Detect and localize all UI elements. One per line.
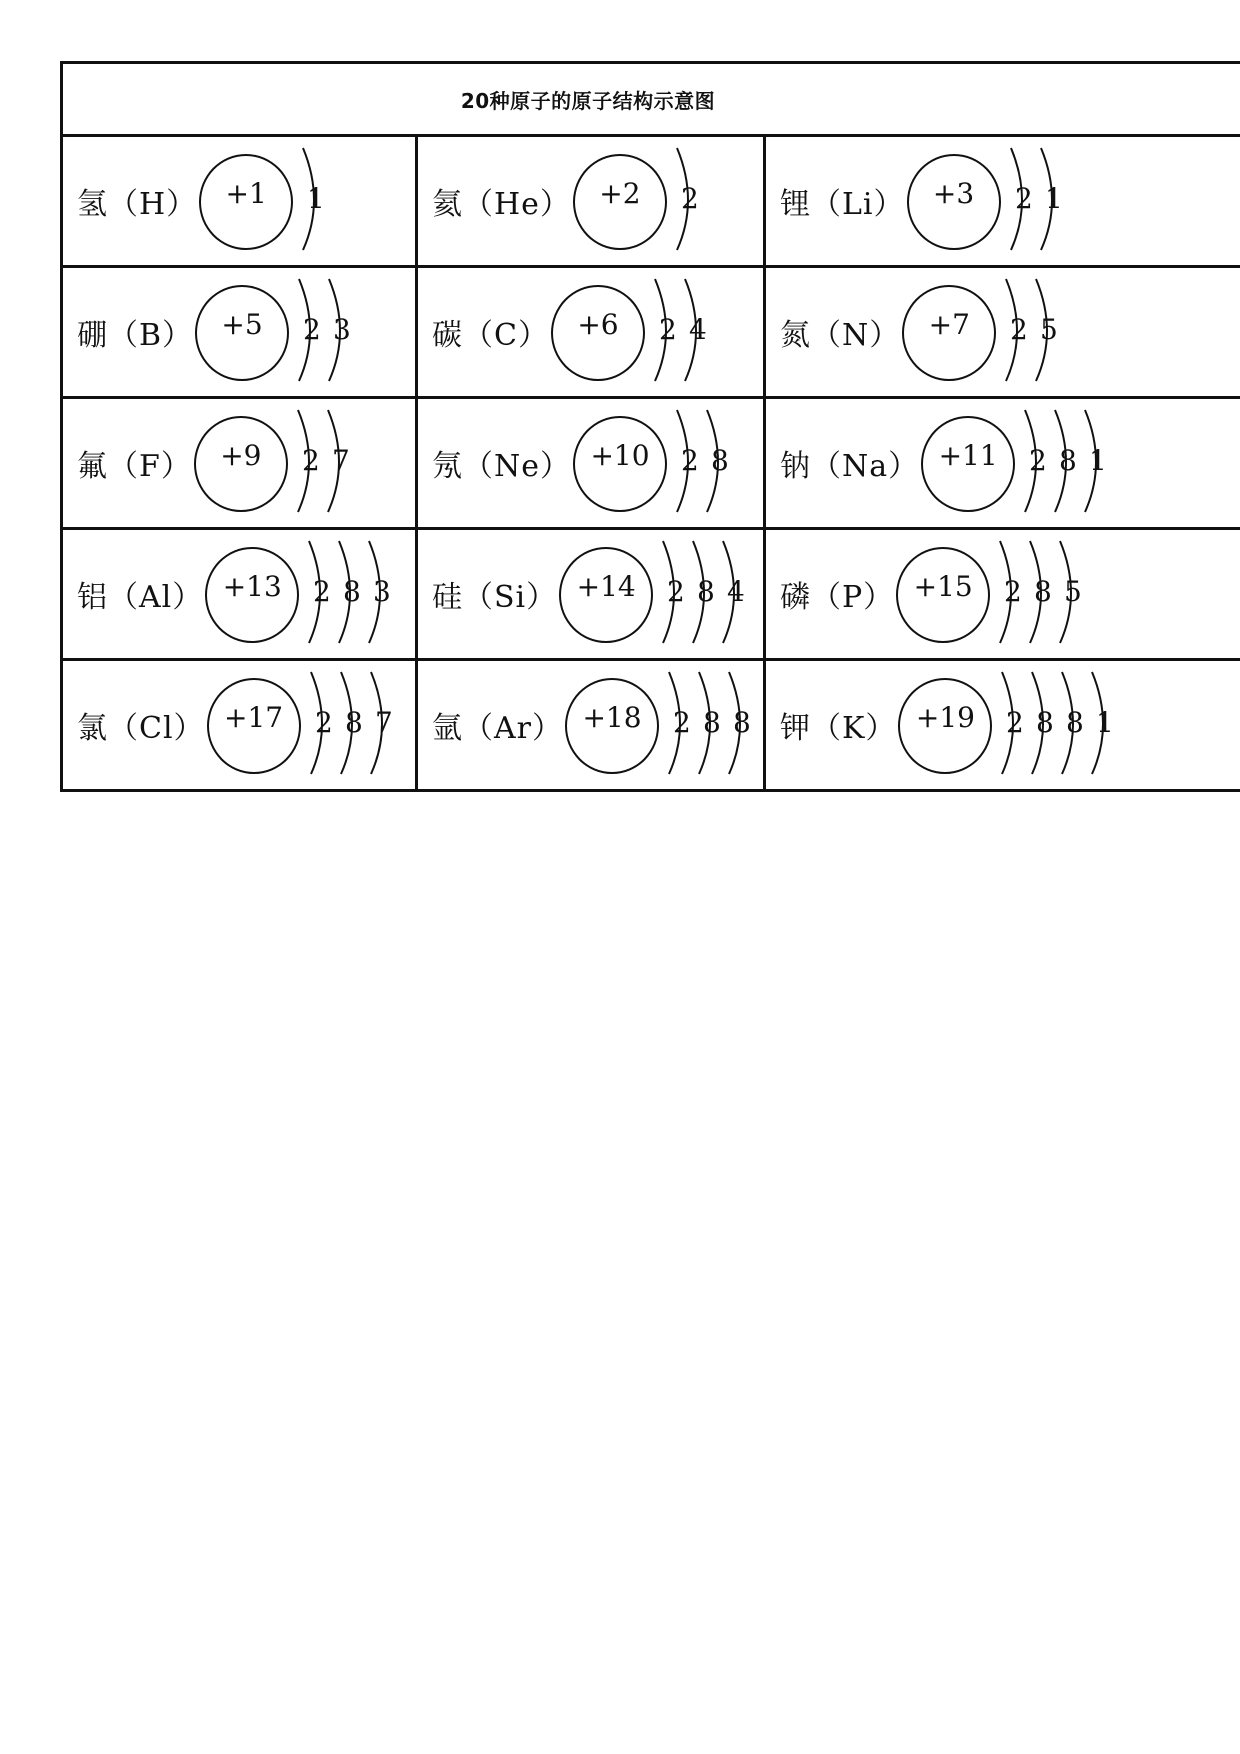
atom-cell-content (418, 137, 763, 265)
element-label: 氮（N） (780, 318, 901, 353)
element-label: 氟（F） (77, 449, 192, 484)
atom-diagram (907, 146, 1127, 256)
atom-cell (62, 136, 417, 267)
electron-count: 1 (307, 182, 325, 215)
electron-count: 8 (697, 575, 715, 608)
atom-cell (417, 136, 765, 267)
electron-count: 8 (711, 444, 729, 477)
atom-diagram (195, 277, 415, 387)
atom-rows (62, 136, 1240, 791)
atom-cell-content (63, 399, 415, 527)
atom-cell-content (418, 530, 763, 658)
atom-cell-content (63, 137, 415, 265)
atom-cell-content (766, 399, 1240, 527)
atom-cell-content (418, 399, 763, 527)
nuclear-charge: +3 (932, 177, 975, 210)
atom-cell-content (63, 530, 415, 658)
element-label: 氦（He） (432, 187, 571, 222)
electron-count: 1 (1089, 444, 1107, 477)
element-label: 硅（Si） (432, 580, 558, 615)
atom-diagram (199, 146, 415, 256)
electron-count: 7 (331, 444, 350, 477)
electron-shells (645, 277, 771, 387)
electron-shells (653, 539, 779, 649)
atom-row (62, 398, 1240, 529)
atom-diagram (898, 670, 1118, 780)
atom-diagram (573, 408, 763, 518)
electron-shells (293, 146, 419, 256)
atom-row (62, 660, 1240, 791)
atom-structure-table (60, 61, 1240, 792)
electron-count: 2 (1010, 313, 1029, 346)
atom-cell (417, 267, 765, 398)
electron-shells (990, 539, 1116, 649)
nuclear-charge: +7 (928, 308, 970, 341)
nuclear-charge: +11 (938, 439, 998, 472)
nuclear-charge: +17 (224, 701, 284, 734)
atom-diagram (921, 408, 1141, 518)
electron-count: 7 (374, 706, 393, 739)
electron-count: 2 (1006, 706, 1025, 739)
atom-diagram (896, 539, 1116, 649)
electron-count: 2 (1029, 444, 1047, 477)
atom-cell-content (766, 268, 1240, 396)
electron-count: 2 (301, 444, 320, 477)
atom-row (62, 267, 1240, 398)
atom-cell (765, 660, 1240, 791)
table-title: 20种原子的原子结构示意图 (460, 88, 716, 113)
atom-cell (765, 267, 1240, 398)
electron-shells (1015, 408, 1141, 518)
atom-diagram (559, 539, 763, 649)
electron-count: 1 (1044, 182, 1063, 215)
element-label: 铝（Al） (77, 580, 204, 615)
electron-count: 8 (703, 706, 721, 739)
nuclear-charge: +9 (220, 439, 262, 472)
electron-count: 1 (1096, 706, 1115, 739)
electron-shells (1001, 146, 1127, 256)
title-cell (62, 63, 1240, 136)
electron-count: 4 (688, 313, 707, 346)
nuclear-charge: +6 (577, 308, 619, 341)
nuclear-charge: +2 (599, 177, 641, 210)
atom-cell-content (63, 268, 415, 396)
atom-diagram (205, 539, 415, 649)
nuclear-charge: +13 (222, 570, 282, 603)
electron-count: 2 (680, 182, 699, 215)
atom-row (62, 529, 1240, 660)
atom-cell-content (418, 268, 763, 396)
electron-count: 8 (733, 706, 751, 739)
atom-diagram (551, 277, 763, 387)
element-label: 硼（B） (77, 318, 194, 353)
electron-count: 2 (1004, 575, 1023, 608)
atom-cell-content (63, 661, 415, 789)
atom-cell (417, 398, 765, 529)
atom-cell (765, 529, 1240, 660)
element-label: 氩（Ar） (432, 711, 564, 746)
atom-cell (62, 529, 417, 660)
atom-cell (417, 660, 765, 791)
element-label: 碳（C） (432, 318, 549, 353)
electron-count: 5 (1040, 313, 1059, 346)
atom-cell (417, 529, 765, 660)
atom-row (62, 136, 1240, 267)
electron-count: 8 (344, 706, 363, 739)
atom-diagram (565, 670, 763, 780)
nuclear-charge: +19 (915, 701, 975, 734)
electron-count: 8 (1034, 575, 1053, 608)
electron-count: 3 (373, 575, 392, 608)
atom-cell (62, 398, 417, 529)
title-row (62, 63, 1240, 136)
atom-cell-content (766, 530, 1240, 658)
electron-count: 2 (673, 706, 691, 739)
atom-diagram (573, 146, 763, 256)
nuclear-charge: +1 (225, 177, 267, 210)
electron-shells (299, 539, 425, 649)
nuclear-charge: +18 (582, 701, 642, 734)
electron-count: 8 (1036, 706, 1055, 739)
atom-cell-content (418, 661, 763, 789)
nuclear-charge: +14 (576, 570, 636, 603)
electron-count: 2 (303, 313, 321, 346)
electron-count: 5 (1064, 575, 1083, 608)
electron-shells (288, 408, 414, 518)
element-label: 氯（Cl） (77, 711, 205, 746)
element-label: 氖（Ne） (432, 449, 572, 484)
electron-count: 8 (1059, 444, 1077, 477)
nuclear-charge: +5 (221, 308, 263, 341)
electron-count: 2 (658, 313, 677, 346)
nuclear-charge: +10 (590, 439, 650, 472)
atom-cell (62, 660, 417, 791)
element-label: 锂（Li） (780, 187, 905, 222)
electron-count: 2 (313, 575, 332, 608)
atom-diagram (207, 670, 415, 780)
atom-diagram (902, 277, 1122, 387)
electron-shells (289, 277, 415, 387)
electron-count: 8 (343, 575, 362, 608)
atom-cell-content (766, 661, 1240, 789)
atom-cell (765, 398, 1240, 529)
electron-shells (992, 670, 1118, 780)
atom-diagram (194, 408, 414, 518)
atom-cell (765, 136, 1240, 267)
electron-count: 2 (1014, 182, 1033, 215)
electron-count: 4 (727, 575, 745, 608)
element-label: 磷（P） (780, 580, 895, 615)
element-label: 氢（H） (77, 187, 198, 222)
element-label: 钠（Na） (780, 449, 920, 484)
electron-count: 2 (667, 575, 685, 608)
element-label: 钾（K） (780, 711, 897, 746)
electron-shells (996, 277, 1122, 387)
electron-shells (301, 670, 427, 780)
electron-count: 2 (314, 706, 333, 739)
electron-count: 3 (333, 313, 351, 346)
electron-count: 8 (1066, 706, 1085, 739)
atom-cell (62, 267, 417, 398)
atom-cell-content (766, 137, 1240, 265)
nuclear-charge: +15 (913, 570, 973, 603)
electron-count: 2 (681, 444, 699, 477)
